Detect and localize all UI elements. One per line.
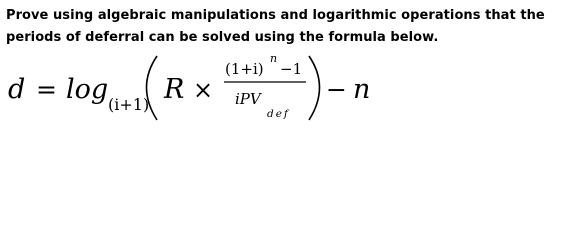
- formula-numerator-base: (1+i): [225, 60, 264, 78]
- formula-n: n: [353, 74, 371, 105]
- formula-paren-close: [309, 56, 320, 120]
- formula-numerator-minus-one: −1: [280, 60, 303, 78]
- formula-numerator-exponent: n: [270, 52, 278, 65]
- formula-minus: −: [326, 75, 347, 104]
- formula-log: log: [66, 74, 109, 105]
- formula-equals: =: [36, 75, 57, 104]
- formula-denominator-sub-def: def: [267, 108, 290, 120]
- formula-times: ×: [193, 76, 214, 104]
- formula-denominator-ipv: iPV: [235, 90, 261, 108]
- problem-statement: Prove using algebraic manipulations and logarithmic operations that the periods of deferral can be solved using the formula below.: [6, 8, 545, 45]
- formula-log-base: (i+1): [108, 95, 150, 114]
- formula-lhs-d: d: [8, 74, 26, 105]
- formula-R: R: [164, 74, 185, 105]
- deferral-formula: [0, 48, 587, 130]
